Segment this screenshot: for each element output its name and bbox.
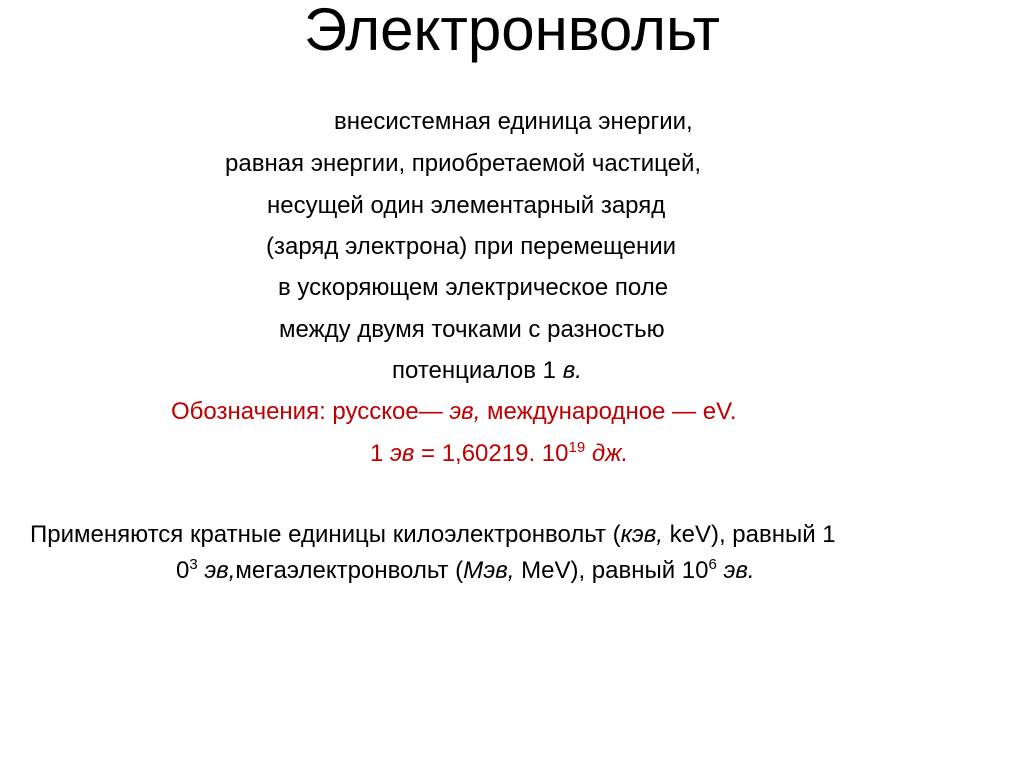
multiples-unit-ev-2: эв. (716, 557, 755, 584)
notation-line (171, 398, 737, 426)
multiples-line2-a: 0 (176, 557, 190, 584)
definition-line-3: несущей один элементарный заряд (267, 192, 666, 219)
definition-line-1: внесистемная единица энергии, (334, 108, 693, 135)
multiples-line-2 (176, 557, 755, 585)
equation-lhs-unit: эв (390, 440, 415, 467)
multiples-exp-3: 3 (189, 556, 198, 573)
notation-intl: международное — eV. (480, 398, 737, 425)
multiples-text-b: keV), равный 1 (662, 521, 836, 548)
potential-unit: в. (562, 357, 582, 384)
multiples-text-a: Применяются кратные единицы килоэлектронвольт ( (30, 521, 621, 548)
mev-ru-symbol: Мэв, (463, 557, 515, 584)
slide-title: Электронвольт (303, 0, 721, 63)
definition-line-5: в ускоряющем электрическое поле (278, 274, 669, 301)
equation-value: = 1,60219. 10 (414, 440, 569, 467)
definition-line-6: между двумя точками с разностью (279, 316, 665, 343)
notation-ru-symbol: эв, (449, 398, 481, 425)
equation-lhs-number: 1 (370, 440, 391, 467)
equation-exponent: 19 (568, 439, 586, 456)
multiples-line-1 (30, 521, 836, 549)
potential-line (392, 357, 582, 385)
potential-text: потенциалов 1 (392, 357, 563, 384)
definition-line-4: (заряд электрона) при перемещении (266, 233, 677, 260)
multiples-line2-c: MeV), равный 10 (514, 557, 709, 584)
notation-prefix: Обозначения: русское— (171, 398, 450, 425)
definition-line-2: равная энергии, приобретаемой частицей, (225, 150, 702, 177)
equation-rhs-unit: дж. (585, 440, 629, 467)
multiples-line2-b: мегаэлектронвольт ( (235, 557, 464, 584)
multiples-exp-6: 6 (708, 556, 717, 573)
multiples-unit-ev: эв, (197, 557, 236, 584)
equation-line (370, 440, 628, 468)
kev-ru-symbol: кэв, (620, 521, 663, 548)
